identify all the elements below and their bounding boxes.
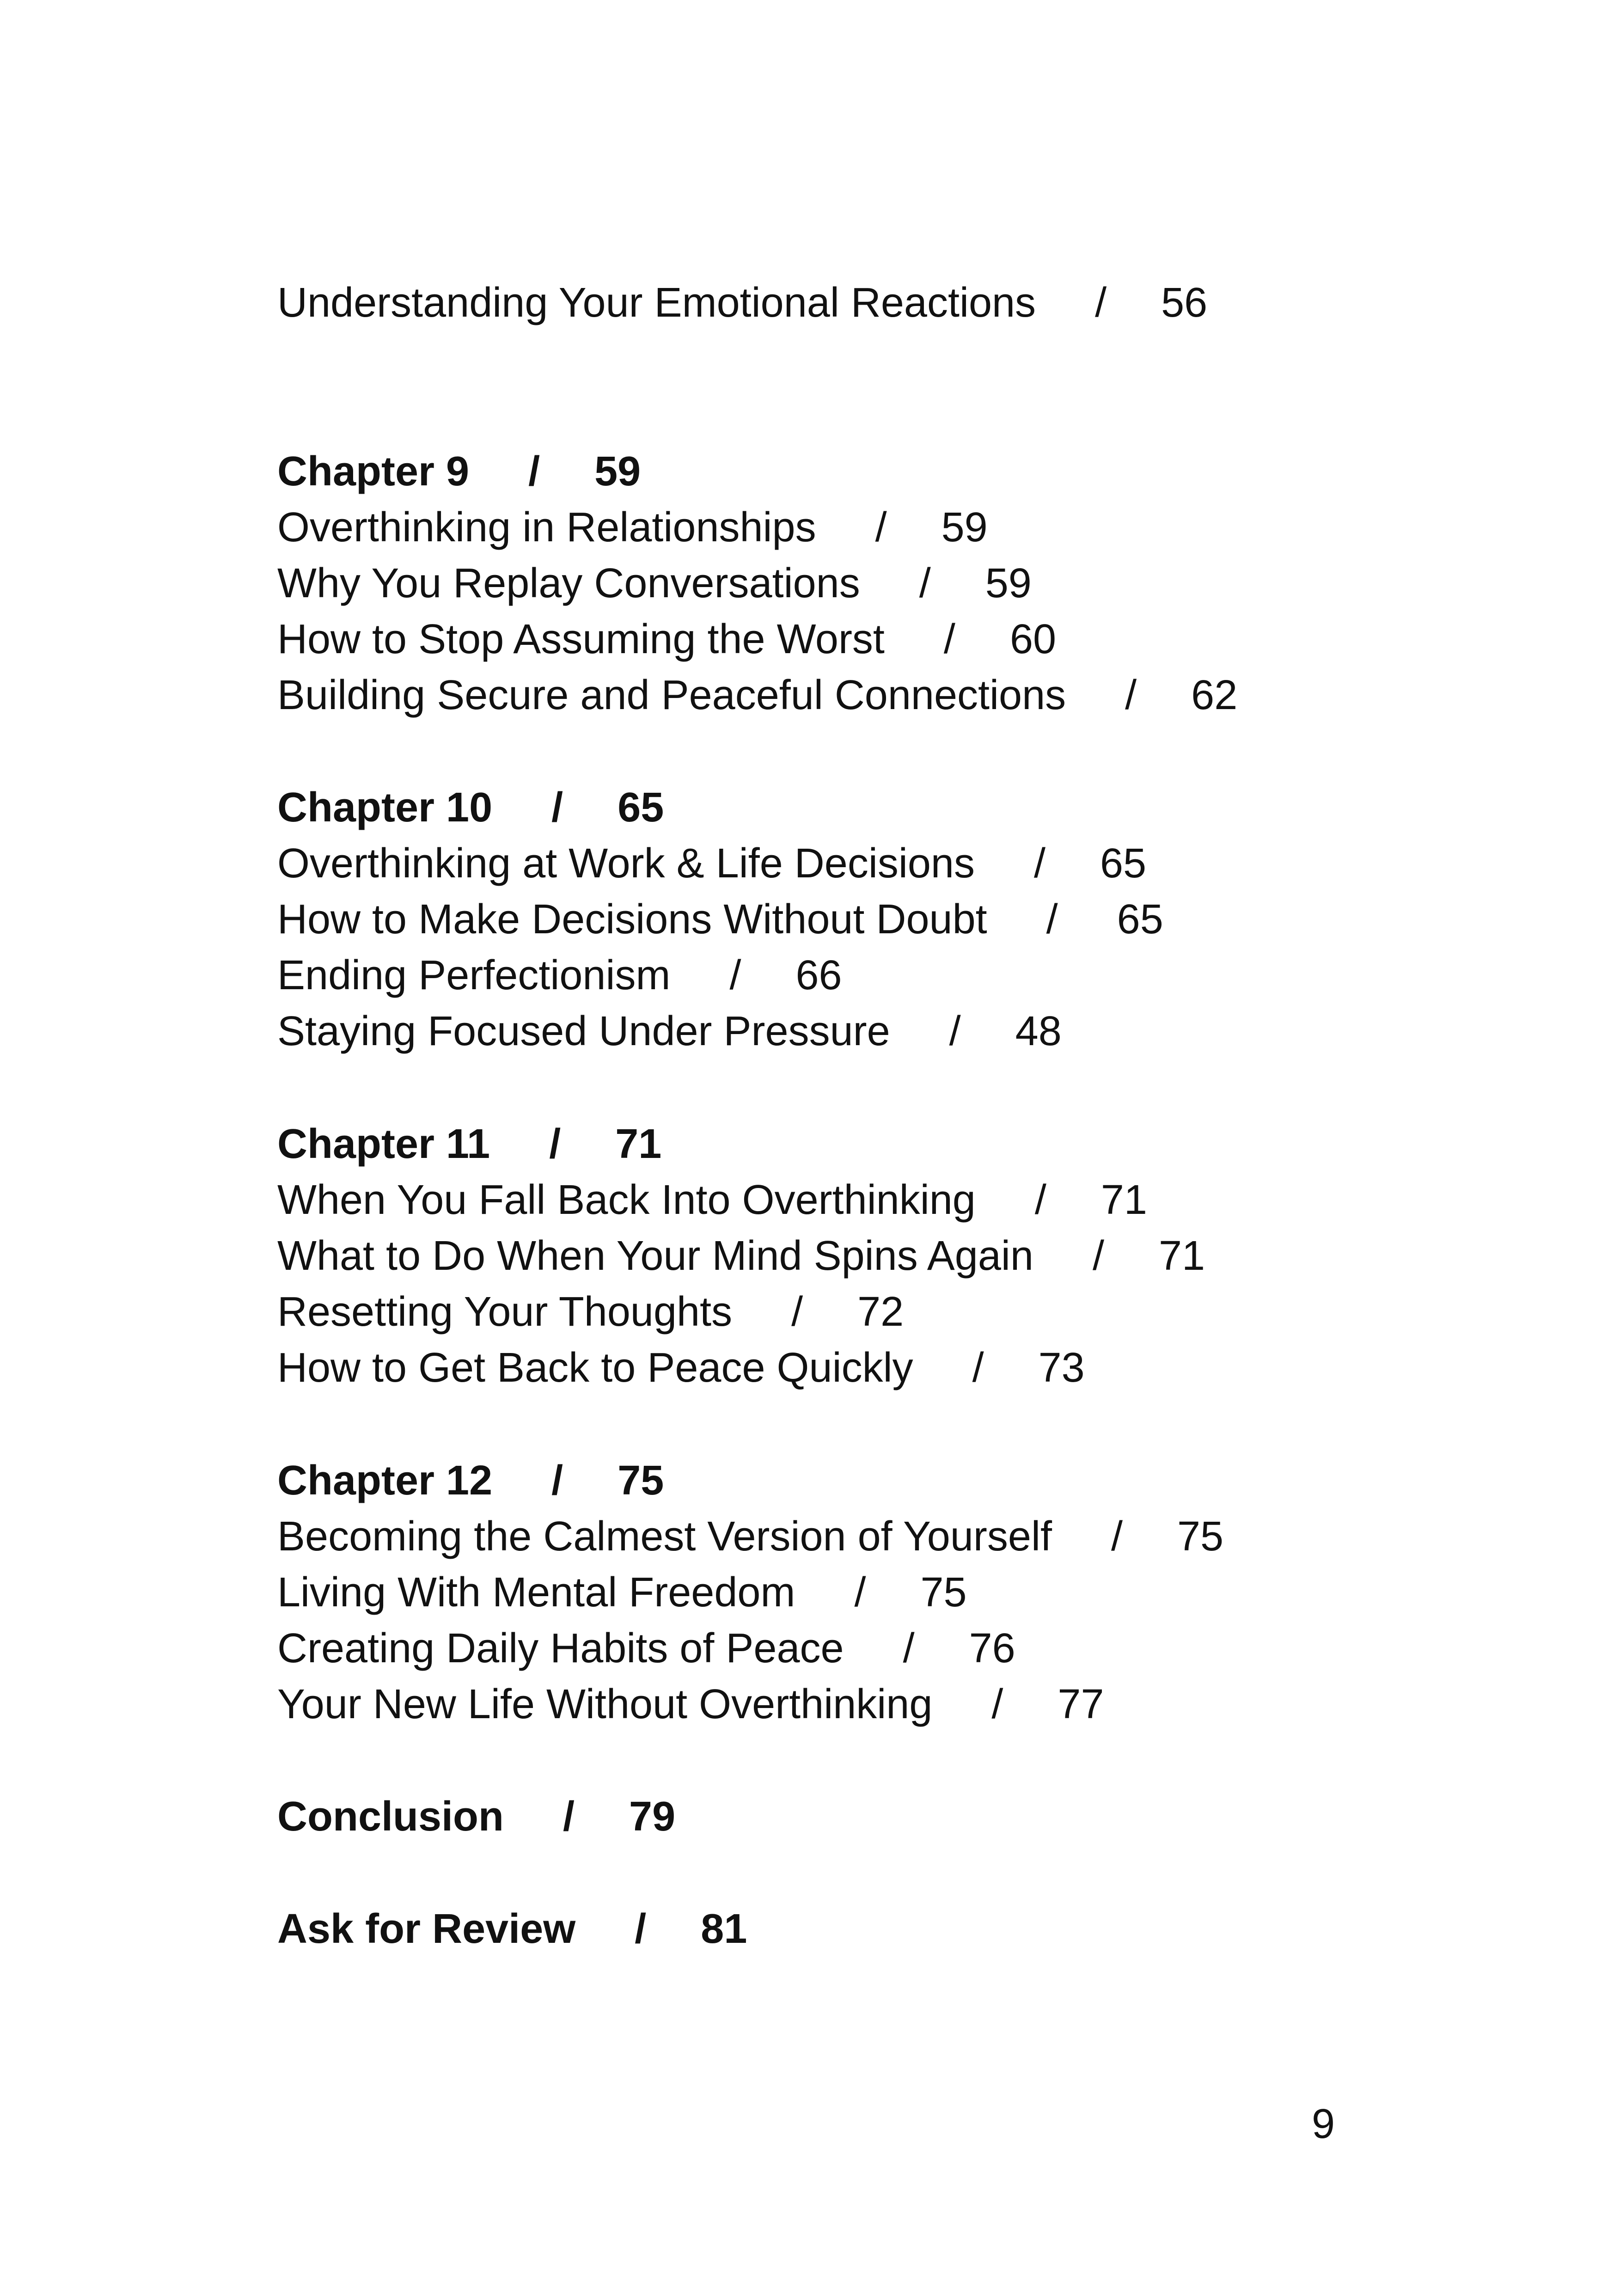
toc-separator: / bbox=[1111, 1513, 1123, 1560]
toc-entry bbox=[277, 1567, 967, 1618]
toc-separator: / bbox=[972, 1345, 984, 1391]
toc-entry-title: How to Make Decisions Without Doubt bbox=[277, 896, 987, 943]
toc-entry-title: Your New Life Without Overthinking bbox=[277, 1681, 933, 1727]
toc-entry-page: 56 bbox=[1161, 280, 1208, 326]
toc-entry-page: 79 bbox=[629, 1794, 676, 1840]
toc-entry-page: 81 bbox=[701, 1906, 747, 1952]
toc-entry-title: What to Do When Your Mind Spins Again bbox=[277, 1233, 1033, 1279]
toc-separator: / bbox=[854, 1569, 866, 1616]
toc-entry-title: Chapter 12 bbox=[277, 1457, 493, 1504]
toc-entry bbox=[277, 1679, 1104, 1730]
toc-section-heading bbox=[277, 1791, 675, 1842]
toc-separator: / bbox=[943, 616, 955, 662]
toc-separator: / bbox=[551, 1457, 563, 1504]
toc-entry-title: Chapter 9 bbox=[277, 448, 470, 495]
toc-separator: / bbox=[949, 1008, 961, 1054]
toc-entry-title: Understanding Your Emotional Reactions bbox=[277, 280, 1036, 326]
toc-entry bbox=[277, 1175, 1147, 1225]
toc-entry-page: 72 bbox=[857, 1289, 904, 1335]
toc-entry-title: Becoming the Calmest Version of Yourself bbox=[277, 1513, 1052, 1560]
toc-separator: / bbox=[1095, 280, 1107, 326]
toc-entry-page: 60 bbox=[1009, 616, 1057, 662]
toc-separator: / bbox=[1033, 840, 1045, 887]
toc-entry-title: When You Fall Back Into Overthinking bbox=[277, 1177, 976, 1223]
toc-entry-page: 66 bbox=[795, 952, 842, 998]
toc-separator: / bbox=[875, 504, 887, 551]
toc-entry-title: How to Get Back to Peace Quickly bbox=[277, 1345, 913, 1391]
toc-entry-title: Building Secure and Peaceful Connections bbox=[277, 672, 1066, 718]
toc-separator: / bbox=[1046, 896, 1058, 943]
toc-entry bbox=[277, 1623, 1015, 1674]
toc-chapter-heading bbox=[277, 782, 664, 833]
toc-chapter-heading bbox=[277, 1455, 664, 1506]
toc-entry-page: 62 bbox=[1191, 672, 1238, 718]
toc-separator: / bbox=[903, 1625, 915, 1671]
toc-entry-page: 75 bbox=[920, 1569, 967, 1616]
toc-separator: / bbox=[635, 1906, 647, 1952]
toc-entry bbox=[277, 614, 1056, 665]
toc-chapter-heading bbox=[277, 446, 641, 497]
toc-entry bbox=[277, 502, 988, 553]
toc-entry-title: Chapter 10 bbox=[277, 784, 493, 831]
toc-entry-title: Ending Perfectionism bbox=[277, 952, 671, 998]
toc-entry bbox=[277, 1231, 1205, 1281]
toc-entry-title: Staying Focused Under Pressure bbox=[277, 1008, 890, 1054]
toc-entry-page: 77 bbox=[1058, 1681, 1104, 1727]
toc-entry-page: 71 bbox=[615, 1121, 662, 1167]
toc-entry bbox=[277, 838, 1146, 889]
toc-entry-page: 76 bbox=[969, 1625, 1015, 1671]
toc-entry-title: Conclusion bbox=[277, 1794, 504, 1840]
toc-entry bbox=[277, 1286, 904, 1337]
toc-section-heading bbox=[277, 1904, 747, 1954]
toc-separator: / bbox=[791, 1289, 803, 1335]
toc-entry bbox=[277, 894, 1163, 945]
toc-entry-page: 73 bbox=[1038, 1345, 1085, 1391]
toc-separator: / bbox=[1092, 1233, 1104, 1279]
toc-entry-title: Why You Replay Conversations bbox=[277, 560, 860, 606]
toc-chapter-heading bbox=[277, 1119, 661, 1169]
toc-entry-title: Overthinking at Work & Life Decisions bbox=[277, 840, 975, 887]
toc-entry-title: How to Stop Assuming the Worst bbox=[277, 616, 885, 662]
toc-separator: / bbox=[549, 1121, 561, 1167]
toc-separator: / bbox=[729, 952, 741, 998]
toc-separator: / bbox=[563, 1794, 575, 1840]
toc-separator: / bbox=[919, 560, 931, 606]
toc-entry-title: Creating Daily Habits of Peace bbox=[277, 1625, 844, 1671]
toc-separator: / bbox=[991, 1681, 1003, 1727]
toc-entry-page: 65 bbox=[1100, 840, 1147, 887]
toc-entry bbox=[277, 670, 1237, 721]
toc-entry-page: 65 bbox=[617, 784, 664, 831]
toc-entry-page: 71 bbox=[1100, 1177, 1147, 1223]
toc-entry-page: 71 bbox=[1158, 1233, 1205, 1279]
toc-separator: / bbox=[1034, 1177, 1046, 1223]
toc-entry-title: Ask for Review bbox=[277, 1906, 576, 1952]
toc-entry-page: 48 bbox=[1015, 1008, 1062, 1054]
toc-entry-title: Resetting Your Thoughts bbox=[277, 1289, 733, 1335]
toc-entry bbox=[277, 1342, 1085, 1393]
toc-entry bbox=[277, 558, 1032, 609]
toc-entry-page: 59 bbox=[594, 448, 641, 495]
toc-entry-page: 59 bbox=[941, 504, 988, 551]
toc-entry-title: Overthinking in Relationships bbox=[277, 504, 816, 551]
toc-entry-page: 75 bbox=[617, 1457, 664, 1504]
toc-separator: / bbox=[528, 448, 540, 495]
toc-entry-page: 59 bbox=[985, 560, 1032, 606]
toc-entry-title: Chapter 11 bbox=[277, 1121, 490, 1167]
toc-separator: / bbox=[1125, 672, 1137, 718]
toc-entry bbox=[277, 277, 1207, 328]
toc-entry-title: Living With Mental Freedom bbox=[277, 1569, 795, 1616]
toc-entry bbox=[277, 1006, 1062, 1057]
page-number: 9 bbox=[1312, 2101, 1335, 2147]
toc-entry-page: 75 bbox=[1177, 1513, 1224, 1560]
toc-separator: / bbox=[551, 784, 563, 831]
toc-entry bbox=[277, 1511, 1223, 1562]
toc-entry-page: 65 bbox=[1117, 896, 1163, 943]
toc-entry bbox=[277, 950, 842, 1001]
